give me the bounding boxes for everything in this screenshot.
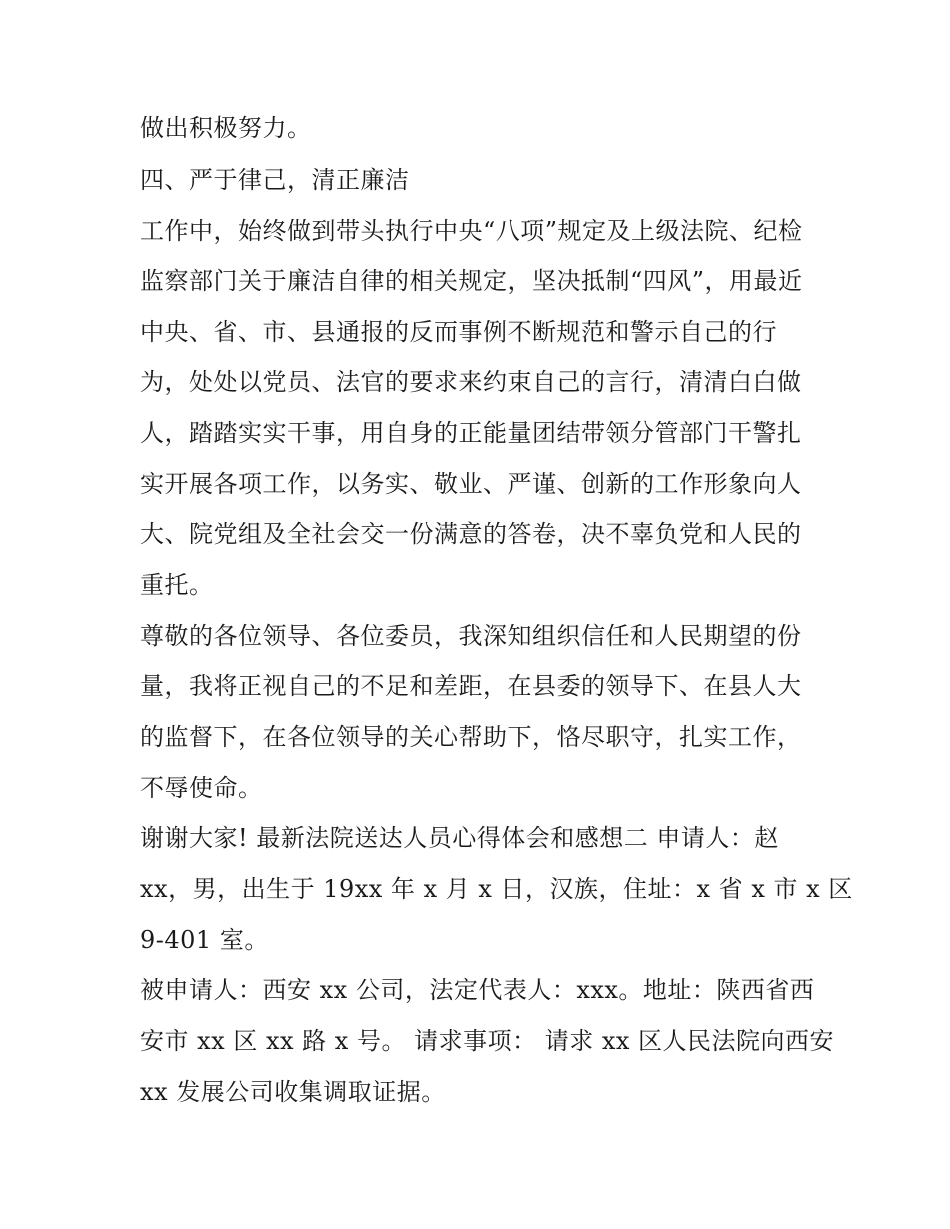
text-line: 做出积极努力。 — [140, 114, 312, 142]
text-line: 实开展各项工作，以务实、敬业、严谨、创新的工作形象向人 — [140, 470, 802, 498]
text-line: 量，我将正视自己的不足和差距，在县委的领导下、在县人大 — [140, 672, 802, 700]
text-line: 监察部门关于廉洁自律的相关规定，坚决抵制“四风”，用最近 — [140, 267, 803, 295]
text-line: 尊敬的各位领导、各位委员，我深知组织信任和人民期望的份 — [140, 622, 802, 650]
text-line: 中央、省、市、县通报的反而事例不断规范和警示自己的行 — [140, 318, 777, 346]
text-line: 9-401 室。 — [140, 926, 269, 954]
text-line: 人，踏踏实实干事，用自身的正能量团结带领分管部门干警扎 — [140, 419, 802, 447]
text-line: xx 发展公司收集调取证据。 — [140, 1078, 446, 1106]
text-line: 不辱使命。 — [140, 774, 263, 802]
text-line: xx，男，出生于 19xx 年 x 月 x 日，汉族，住址：x 省 x 市 x 区 — [140, 875, 853, 903]
text-line: 安市 xx 区 xx 路 x 号。 请求事项： 请求 xx 区人民法院向西安 — [140, 1027, 835, 1055]
text-line: 重托。 — [140, 571, 214, 599]
text-line: 的监督下，在各位领导的关心帮助下，恪尽职守，扎实工作， — [140, 723, 802, 751]
text-line: 谢谢大家! 最新法院送达人员心得体会和感想二 申请人：赵 — [140, 824, 779, 852]
text-line: 被申请人：西安 xx 公司，法定代表人：xxx。地址：陕西省西 — [140, 976, 815, 1004]
section-heading: 四、严于律己，清正廉洁 — [140, 166, 410, 194]
text-line: 工作中，始终做到带头执行中央“八项”规定及上级法院、纪检 — [140, 217, 803, 245]
text-line: 为，处处以党员、法官的要求来约束自己的言行，清清白白做 — [140, 368, 802, 396]
text-line: 大、院党组及全社会交一份满意的答卷，决不辜负党和人民的 — [140, 520, 802, 548]
